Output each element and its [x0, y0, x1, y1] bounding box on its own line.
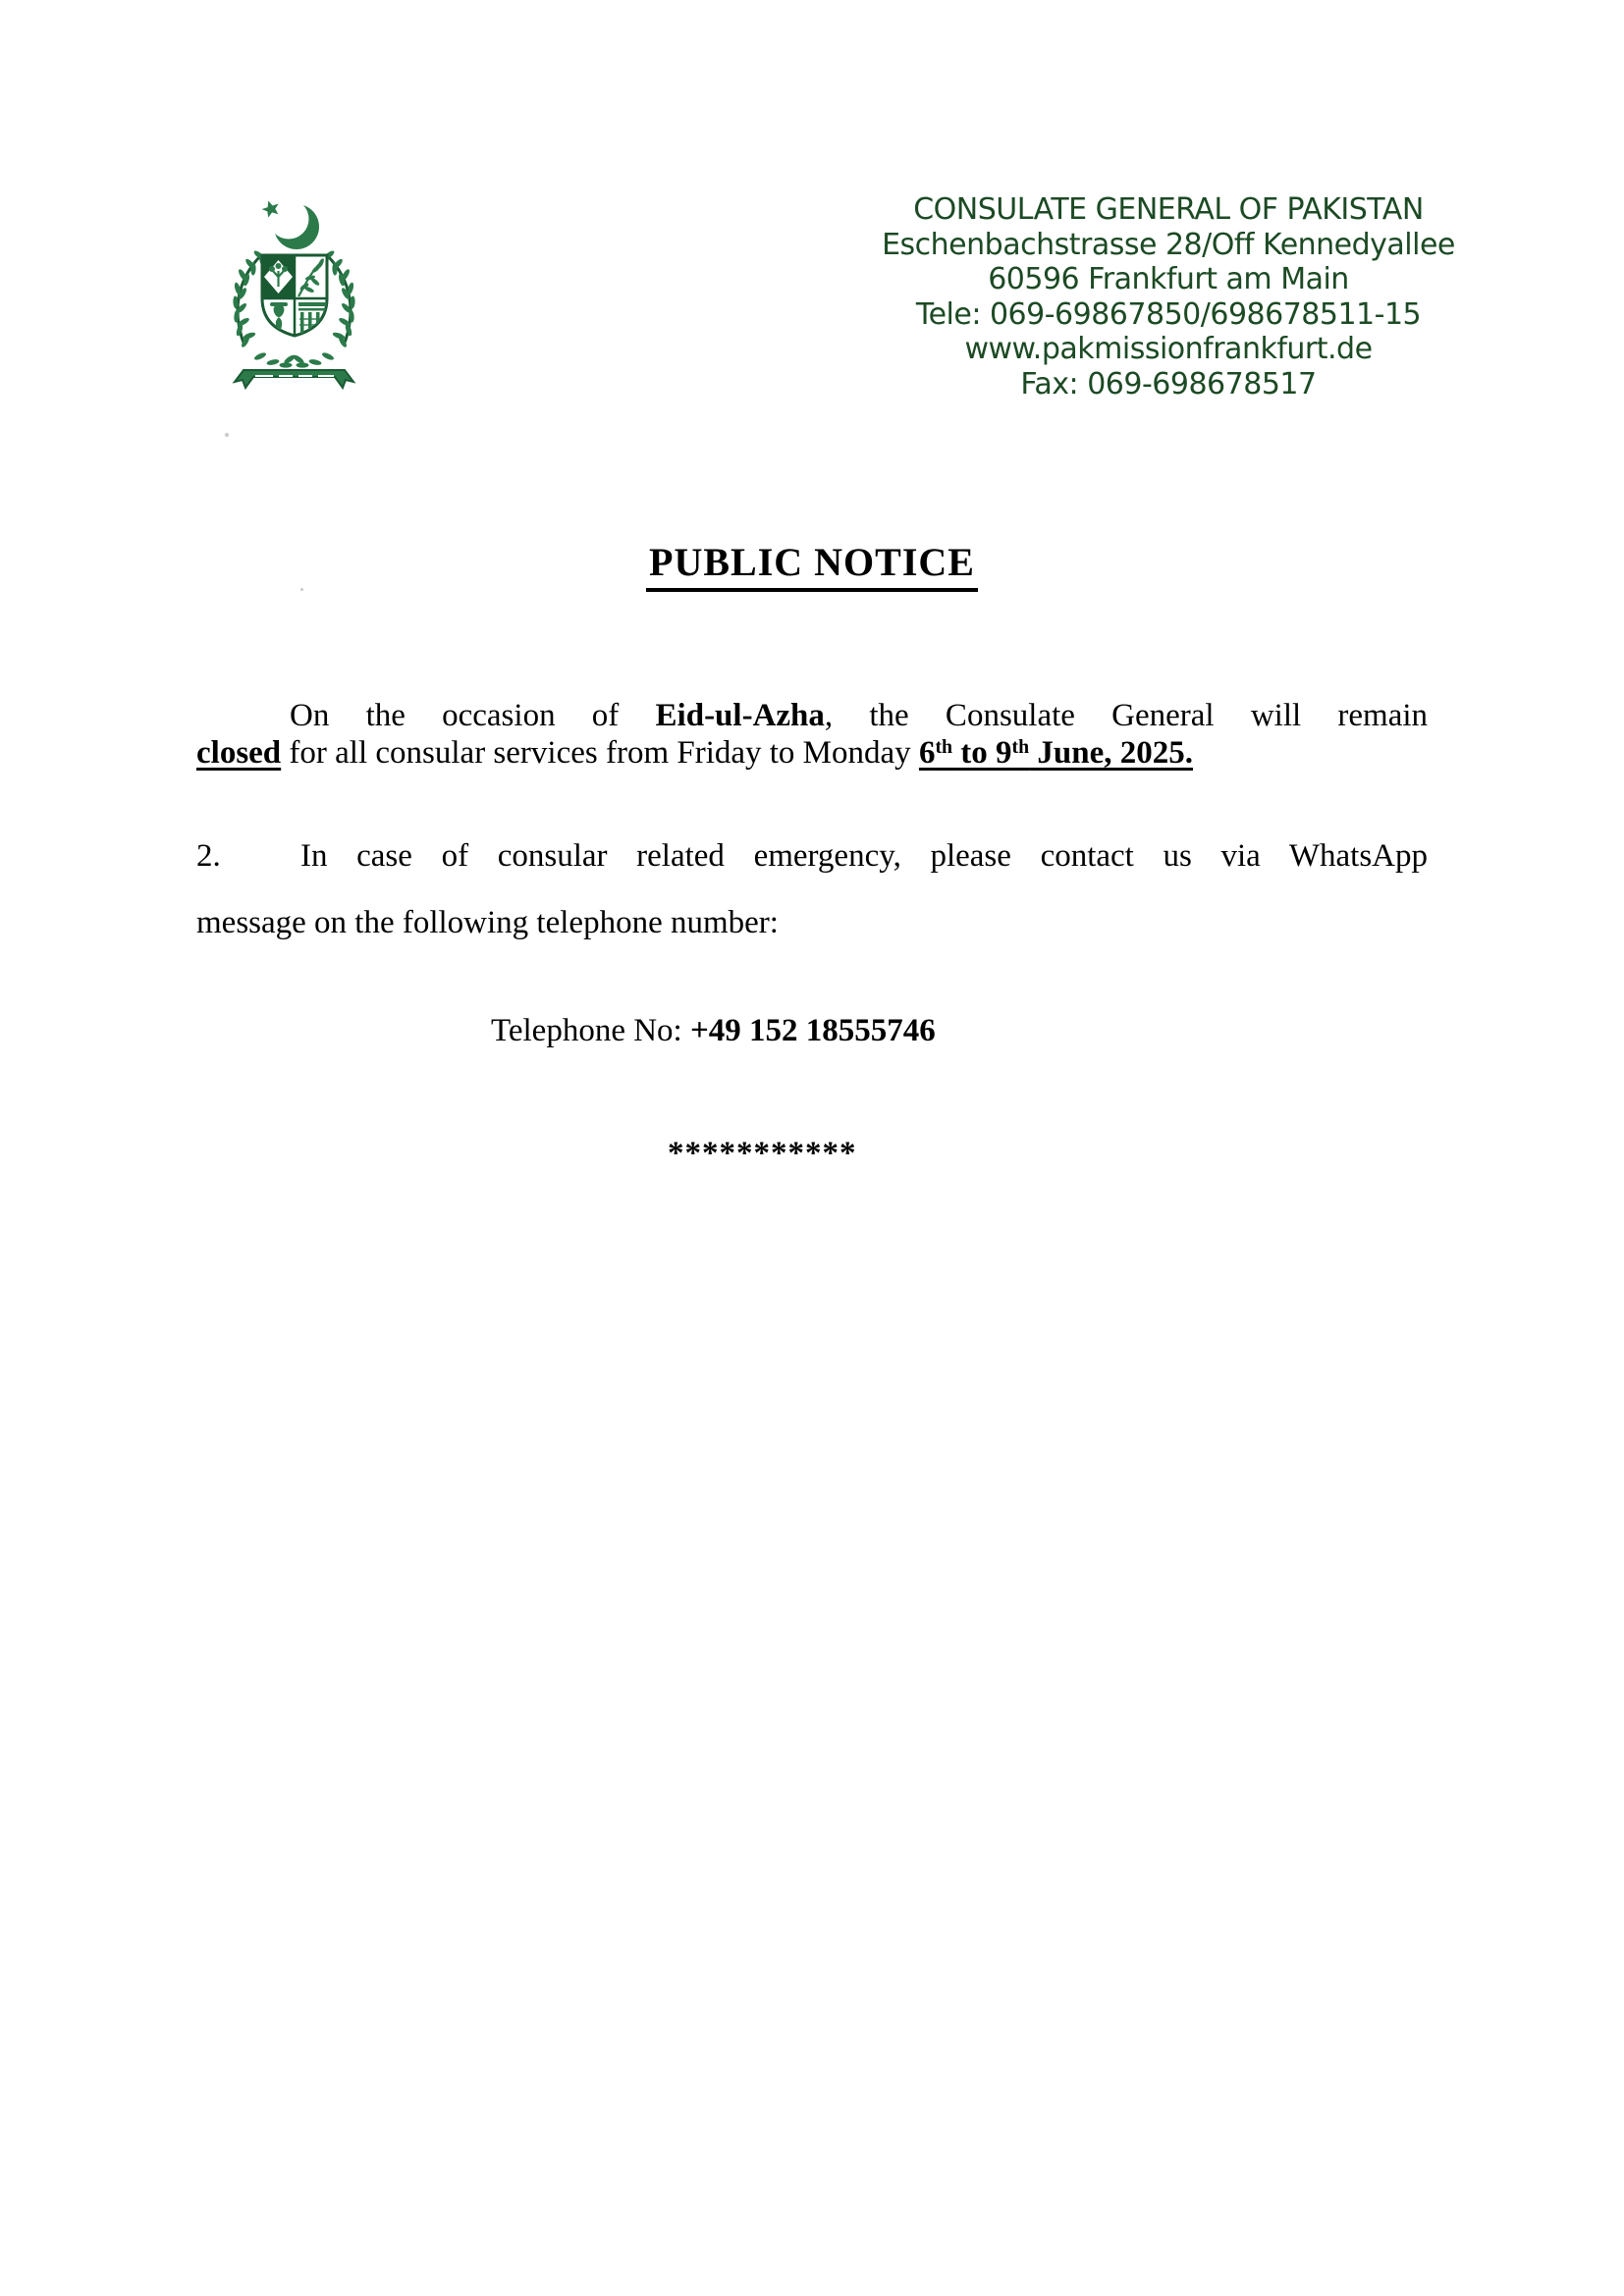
letterhead — [825, 192, 1512, 401]
para1-line2-mid: for all consular services from Friday to Monday — [281, 735, 919, 771]
telephone-label: Telephone No: — [491, 1013, 690, 1048]
date-mid: to 9 — [952, 735, 1012, 771]
address-line-1: Eschenbachstrasse 28/Off Kennedyallee — [882, 227, 1455, 262]
closed-emphasis: closed — [196, 735, 282, 771]
date-day1: 6 — [918, 735, 936, 771]
para1-eid-bold: Eid-ul-Azha — [655, 698, 825, 733]
paragraph2-line1: In case of consular related emergency, please contact us via WhatsApp — [300, 838, 1428, 874]
paragraph2-number: 2. — [196, 838, 221, 874]
emergency-telephone-line — [491, 1012, 936, 1050]
title-row — [0, 539, 1624, 592]
para1-tail: , the Consulate General will remain — [824, 698, 1429, 733]
paragraph2-line2: message on the following telephone number: — [196, 905, 779, 940]
page-title: PUBLIC NOTICE — [646, 539, 978, 592]
date-sup2: th — [1011, 736, 1030, 759]
separator-stars: *********** — [668, 1136, 857, 1171]
fax-line: Fax: 069-698678517 — [1020, 366, 1317, 401]
pakistan-state-emblem-icon — [214, 196, 374, 391]
telephone-number: +49 152 18555746 — [689, 1013, 936, 1048]
paragraph1-line1 — [196, 697, 1428, 735]
date-sup1: th — [935, 736, 953, 759]
address-line-2: 60596 Frankfurt am Main — [988, 262, 1349, 296]
paragraph1-line2 — [196, 734, 1428, 773]
telephone-line: Tele: 069-69867850/698678511-15 — [915, 296, 1422, 332]
date-tail: June, 2025. — [1029, 735, 1193, 771]
closure-dates — [919, 735, 1193, 771]
para1-lead: On the occasion of — [290, 698, 656, 733]
website-line: www.pakmissionfrankfurt.de — [964, 332, 1373, 366]
scan-artifact — [300, 588, 303, 591]
scan-artifact — [225, 433, 229, 437]
consulate-name: CONSULATE GENERAL OF PAKISTAN — [913, 192, 1424, 227]
